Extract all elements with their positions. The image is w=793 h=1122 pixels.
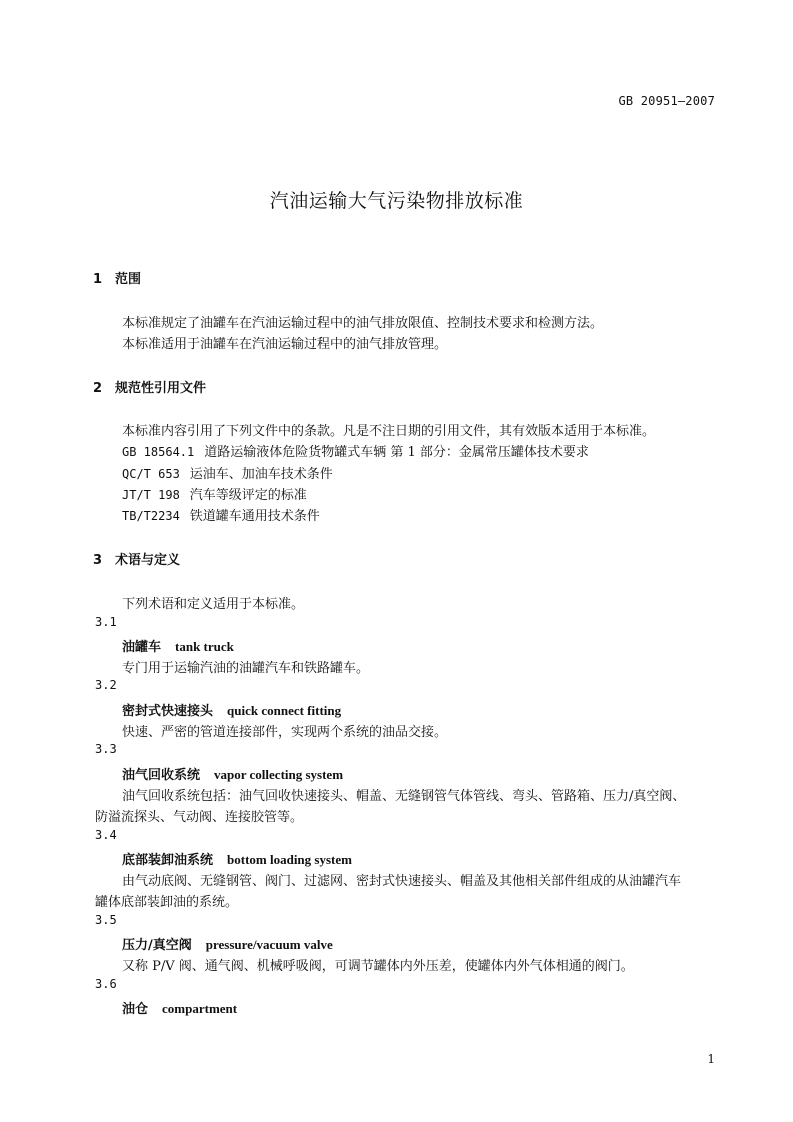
standard-code: GB 20951—2007 bbox=[618, 94, 715, 108]
reference-item bbox=[122, 484, 307, 503]
term-definition: 由气动底阀、无缝钢管、阀门、过滤网、密封式快速接头、帽盖及其他相关部件组成的从油罐汽车 bbox=[122, 874, 682, 889]
term-name-zh: 油气回收系统 bbox=[122, 768, 201, 783]
reference-code: JT/T 198 bbox=[122, 488, 180, 502]
section-title: 范围 bbox=[115, 272, 142, 287]
section-number: 2 bbox=[93, 381, 103, 396]
term-number: 3.6 bbox=[95, 977, 117, 991]
term-name-zh: 油罐车 bbox=[122, 640, 162, 655]
page-number: 1 bbox=[707, 1052, 715, 1066]
term-definition: 油气回收系统包括：油气回收快速接头、帽盖、无缝钢管气体管线、弯头、管路箱、压力/真空阀、 bbox=[122, 789, 686, 804]
section-title: 术语与定义 bbox=[115, 553, 181, 568]
term-name bbox=[122, 764, 343, 783]
term-name bbox=[122, 998, 237, 1017]
paragraph: 本标准适用于油罐车在汽油运输过程中的油气排放管理。 bbox=[122, 337, 448, 352]
term-name-en: vapor collecting system bbox=[214, 767, 344, 782]
term-number: 3.3 bbox=[95, 742, 117, 756]
reference-title: 铁道罐车通用技术条件 bbox=[189, 509, 320, 524]
term-definition: 专门用于运输汽油的油罐汽车和铁路罐车。 bbox=[122, 661, 370, 676]
reference-title: 运油车、加油车技术条件 bbox=[189, 467, 333, 482]
term-name-en: bottom loading system bbox=[227, 852, 352, 867]
term-name-en: quick connect fitting bbox=[227, 703, 342, 718]
term-name-en: pressure/vacuum valve bbox=[205, 937, 333, 952]
term-name bbox=[122, 934, 333, 953]
term-number: 3.5 bbox=[95, 913, 117, 927]
term-name-zh: 底部装卸油系统 bbox=[122, 853, 214, 868]
term-name bbox=[122, 849, 352, 868]
term-number: 3.2 bbox=[95, 678, 117, 692]
reference-code: GB 18564.1 bbox=[122, 445, 195, 459]
term-definition: 又称 P/V 阀、通气阀、机械呼吸阀，可调节罐体内外压差，使罐体内外气体相通的阀门。 bbox=[122, 959, 634, 974]
term-name-zh: 油仓 bbox=[122, 1002, 149, 1017]
term-definition-continued: 罐体底部装卸油的系统。 bbox=[95, 895, 239, 910]
reference-item bbox=[122, 441, 589, 460]
reference-item bbox=[122, 463, 333, 482]
term-number: 3.1 bbox=[95, 615, 117, 629]
section-title: 规范性引用文件 bbox=[115, 381, 207, 396]
section-heading-references bbox=[93, 377, 206, 396]
term-name-en: tank truck bbox=[175, 639, 234, 654]
section-number: 1 bbox=[93, 272, 103, 287]
term-name bbox=[122, 636, 234, 655]
paragraph: 本标准内容引用了下列文件中的条款。凡是不注日期的引用文件，其有效版本适用于本标准。 bbox=[122, 424, 656, 439]
term-name bbox=[122, 700, 341, 719]
section-heading-scope bbox=[93, 268, 141, 287]
reference-code: QC/T 653 bbox=[122, 467, 180, 481]
paragraph: 下列术语和定义适用于本标准。 bbox=[122, 597, 305, 612]
reference-title: 道路运输液体危险货物罐式车辆 第 1 部分：金属常压罐体技术要求 bbox=[204, 445, 589, 460]
term-name-en: compartment bbox=[162, 1001, 238, 1016]
section-heading-terms bbox=[93, 549, 180, 568]
term-definition-continued: 防溢流探头、气动阀、连接胶管等。 bbox=[95, 810, 304, 825]
reference-title: 汽车等级评定的标准 bbox=[189, 488, 307, 503]
paragraph: 本标准规定了油罐车在汽油运输过程中的油气排放限值、控制技术要求和检测方法。 bbox=[122, 316, 604, 331]
term-definition: 快速、严密的管道连接部件，实现两个系统的油品交接。 bbox=[122, 725, 448, 740]
reference-code: TB/T2234 bbox=[122, 509, 180, 523]
term-number: 3.4 bbox=[95, 828, 117, 842]
page-title: 汽油运输大气污染物排放标准 bbox=[269, 190, 524, 212]
term-name-zh: 压力/真空阀 bbox=[122, 938, 192, 953]
section-number: 3 bbox=[93, 553, 103, 568]
reference-item bbox=[122, 505, 320, 524]
term-name-zh: 密封式快速接头 bbox=[122, 704, 214, 719]
